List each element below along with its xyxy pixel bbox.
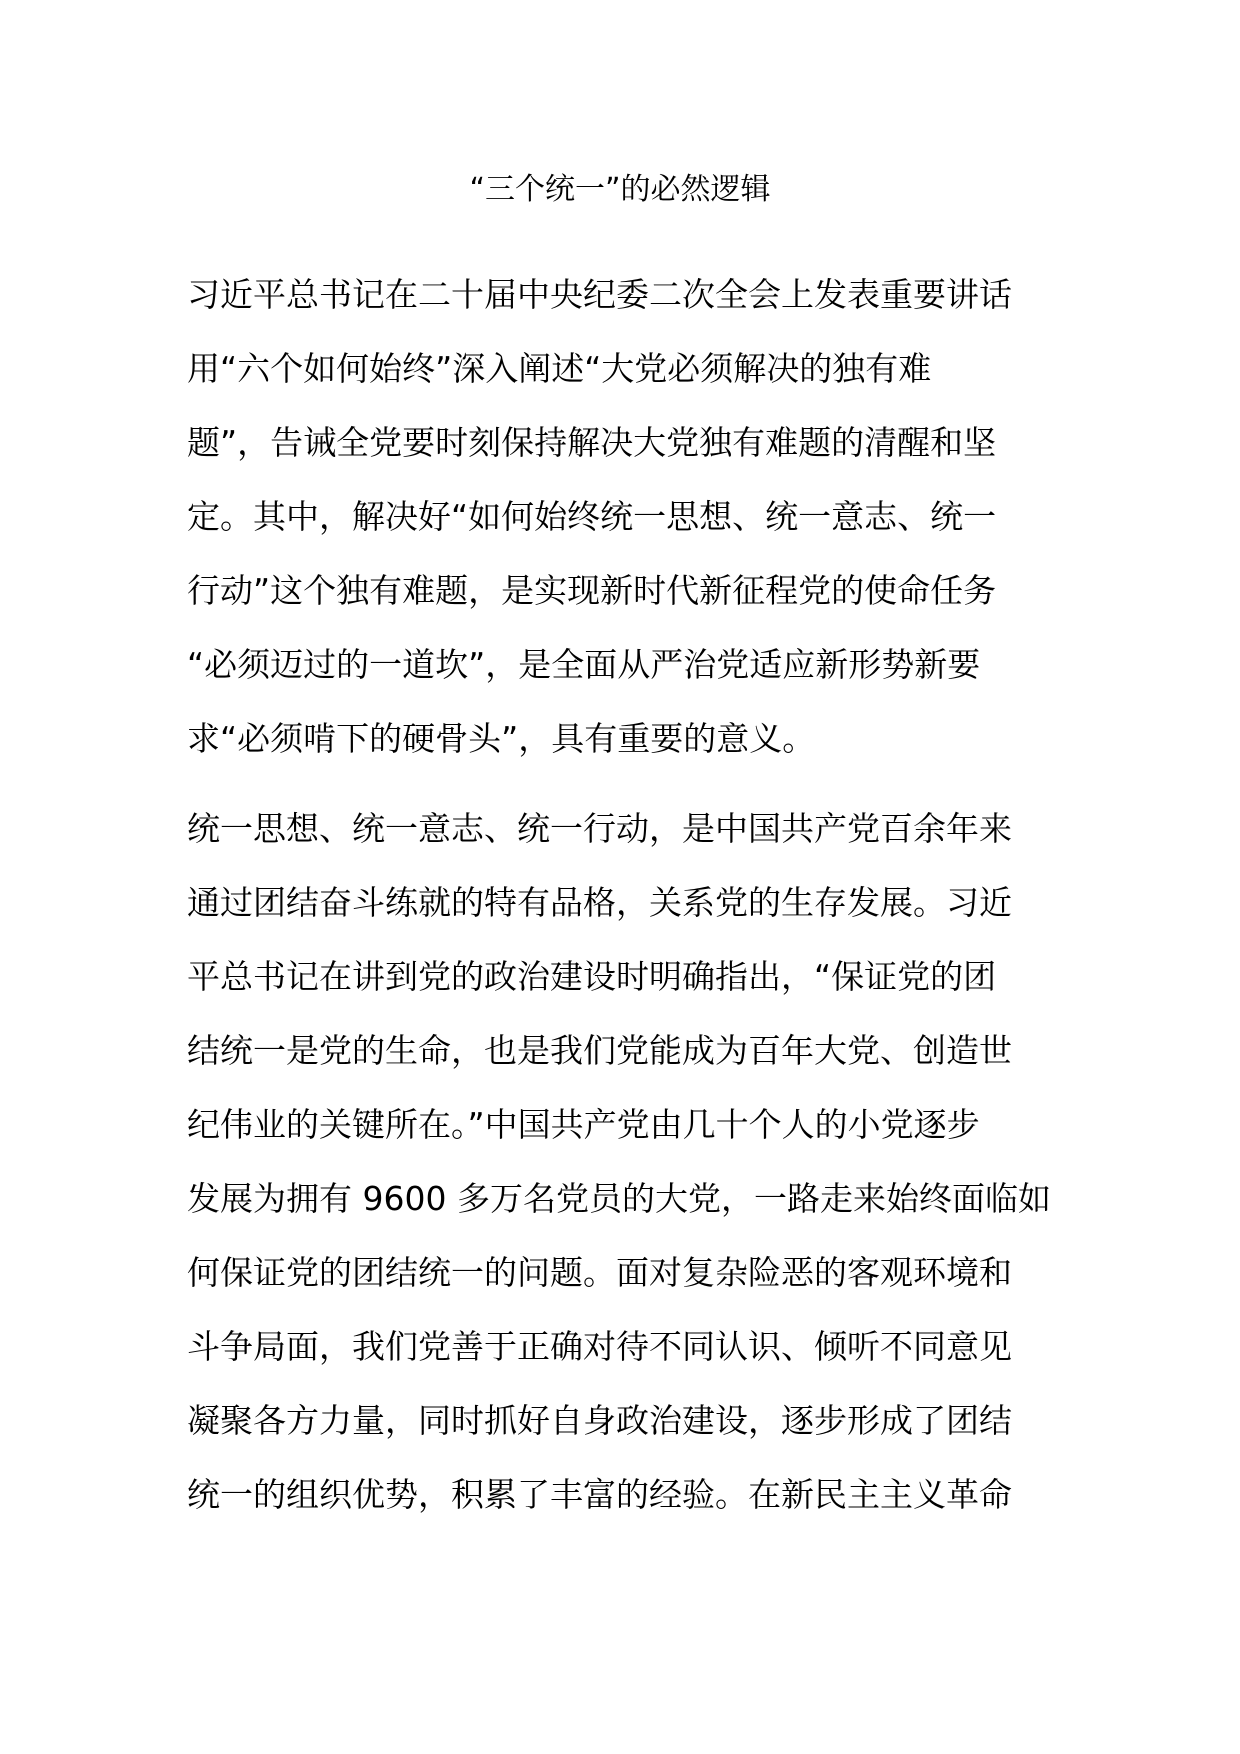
document-title: “三个统一”的必然逻辑 bbox=[469, 172, 771, 207]
text-line: 通过团结奋斗练就的特有品格，关系党的生存发展。习近 bbox=[187, 883, 1012, 922]
paragraph-2 bbox=[187, 792, 1057, 1532]
document-body bbox=[187, 258, 1057, 1548]
text-line: 行动”这个独有难题，是实现新时代新征程党的使命任务 bbox=[187, 571, 997, 610]
text-line: 斗争局面，我们党善于正确对待不同认识、倾听不同意见 bbox=[187, 1327, 1012, 1366]
text-line: 统一思想、统一意志、统一行动，是中国共产党百余年来 bbox=[187, 809, 1012, 848]
text-line: 定。其中，解决好“如何始终统一思想、统一意志、统一 bbox=[187, 497, 997, 536]
text-line: 纪伟业的关键所在。”中国共产党由几十个人的小党逐步 bbox=[187, 1105, 980, 1144]
text-line: 求“必须啃下的硬骨头”，具有重要的意义。 bbox=[187, 719, 816, 758]
text-line: 统一的组织优势，积累了丰富的经验。在新民主主义革命 bbox=[187, 1475, 1012, 1514]
text-line: 习近平总书记在二十届中央纪委二次全会上发表重要讲话 bbox=[187, 275, 1012, 314]
text-line: 结统一是党的生命，也是我们党能成为百年大党、创造世 bbox=[187, 1031, 1012, 1070]
paragraph-1 bbox=[187, 258, 1057, 776]
text-line: 题”，告诫全党要时刻保持解决大党独有难题的清醒和坚 bbox=[187, 423, 997, 462]
text-line: 何保证党的团结统一的问题。面对复杂险恶的客观环境和 bbox=[187, 1253, 1012, 1292]
text-line: 用“六个如何始终”深入阐述“大党必须解决的独有难 bbox=[187, 349, 932, 388]
text-line: 凝聚各方力量，同时抓好自身政治建设，逐步形成了团结 bbox=[187, 1401, 1012, 1440]
text-line: 平总书记在讲到党的政治建设时明确指出，“保证党的团 bbox=[187, 957, 997, 996]
text-line: “必须迈过的一道坎”，是全面从严治党适应新形势新要 bbox=[187, 645, 981, 684]
text-line: 发展为拥有 9600 多万名党员的大党，一路走来始终面临如 bbox=[187, 1179, 1051, 1218]
